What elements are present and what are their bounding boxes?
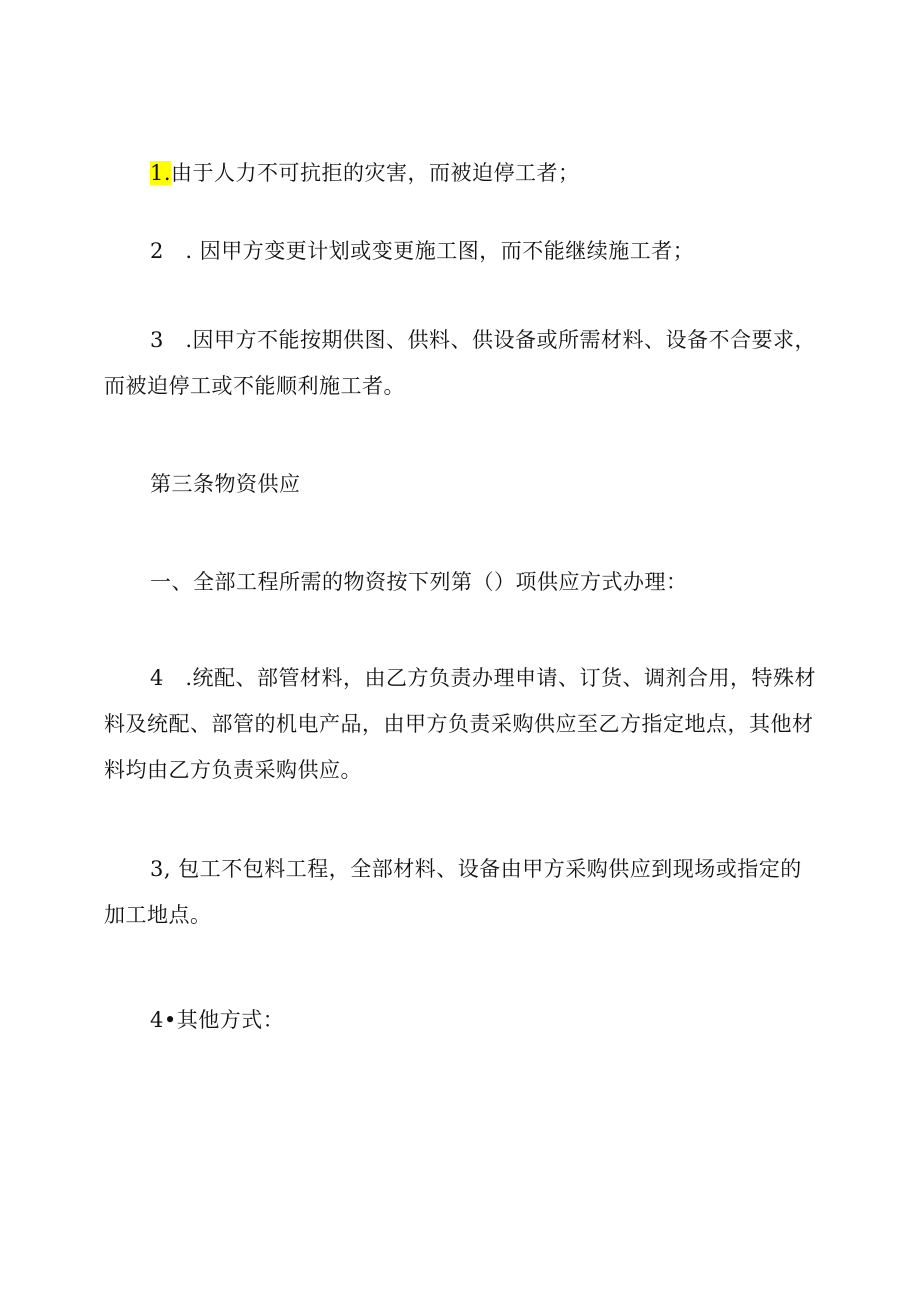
- paragraph-6: 4 .统配、部管材料，由乙方负责办理申请、订货、调剂合用，特殊材料及统配、部管的机电产品，由甲方负责采购供应至乙方指定地点，其他材料均由乙方负责采购供应。: [104, 666, 817, 782]
- paragraph-1: [104, 150, 820, 196]
- paragraph-5: 一、全部工程所需的物资按下列第（）项供应方式办理：: [150, 570, 688, 594]
- paragraph-8: 4•其他方式：: [150, 1008, 285, 1032]
- paragraph-1-text: 由于人力不可抗拒的灾害，而被迫停工者；: [171, 161, 580, 185]
- paragraph-3: 3 .因甲方不能按期供图、供料、供设备或所需材料、设备不合要求，而被迫停工或不能顺利施工者。: [104, 328, 817, 398]
- highlighted-list-marker: 1.: [150, 161, 172, 185]
- paragraph-2: 2 . 因甲方变更计划或变更施工图，而不能继续施工者；: [150, 239, 695, 263]
- section-heading: 第三条物资供应: [150, 472, 301, 496]
- paragraph-7: 3, 包工不包料工程，全部材料、设备由甲方采购供应到现场或指定的加工地点。: [104, 857, 802, 927]
